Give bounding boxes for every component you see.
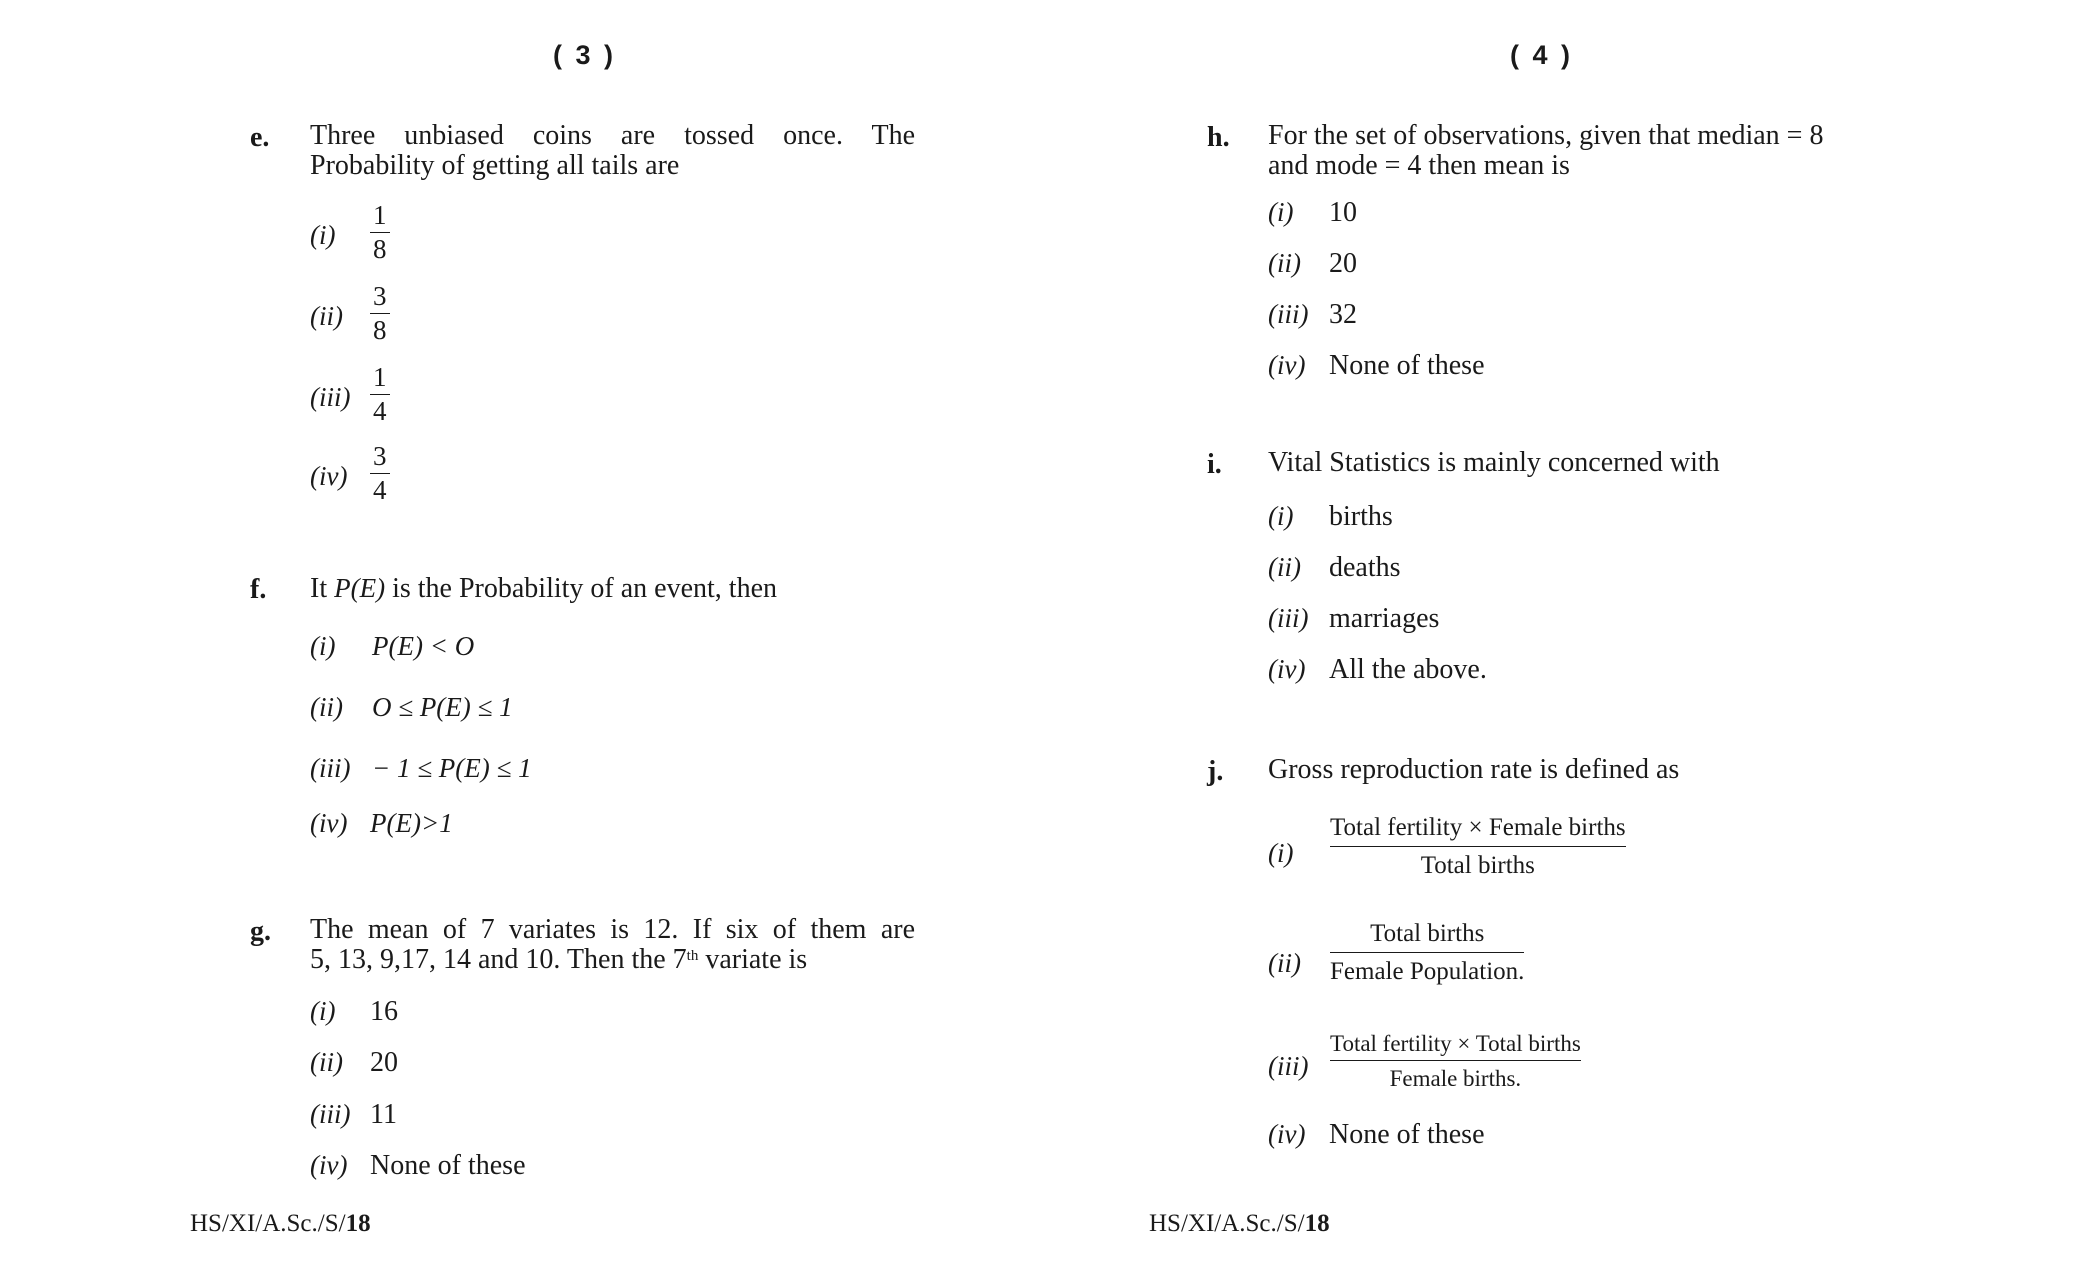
option-fraction <box>1330 814 1626 880</box>
footer-right <box>1149 1210 1330 1238</box>
option-number: (iii) <box>1268 603 1309 633</box>
option-fraction <box>1330 920 1524 986</box>
fraction-denominator: Female Population. <box>1330 958 1525 985</box>
question-text-g-line1: The mean of 7 variates is 12. If six of them are <box>310 914 915 945</box>
fraction-numerator: 1 <box>373 200 387 230</box>
question-text-j: Gross reproduction rate is defined as <box>1268 754 1680 785</box>
option-text: 32 <box>1329 299 1357 330</box>
question-text-f-math: P(E) <box>334 573 386 603</box>
footer-code: HS/XI/A.Sc./S/ <box>1149 1210 1305 1237</box>
option-text: deaths <box>1329 552 1401 583</box>
fraction-denominator: Female births. <box>1389 1066 1522 1091</box>
option-fraction <box>1330 1031 1581 1091</box>
fraction-denominator: 8 <box>373 234 387 264</box>
option-number: (iii) <box>1268 299 1309 329</box>
question-letter-j: j. <box>1207 756 1224 787</box>
option-number: (iii) <box>310 382 351 412</box>
footer-year: 18 <box>1304 1210 1330 1237</box>
option-text: 11 <box>370 1099 397 1130</box>
fraction-bar <box>370 232 390 233</box>
option-number: (iv) <box>1268 350 1306 380</box>
option-number: (iii) <box>310 1099 351 1129</box>
question-text-h <box>1268 121 1888 181</box>
option-number: (iii) <box>310 753 351 783</box>
fraction-bar <box>1330 952 1524 953</box>
fraction-numerator: Total fertility × Total births <box>1330 1031 1581 1056</box>
fraction-numerator: 3 <box>373 281 387 311</box>
option-expression: P(E)>1 <box>370 808 453 838</box>
option-number: (i) <box>310 220 336 250</box>
question-text-g-line2-prefix: 5, 13, 9,17, 14 and 10. Then the 7 <box>310 944 687 975</box>
question-letter-g: g. <box>250 916 271 947</box>
option-text: None of these <box>1329 1119 1485 1150</box>
option-number: (i) <box>310 996 336 1026</box>
option-expression: P(E) < O <box>372 631 475 661</box>
question-letter-f: f. <box>250 574 267 605</box>
question-text-h-line2: and mode = 4 then mean is <box>1268 150 1570 181</box>
option-number: (i) <box>1268 197 1294 227</box>
fraction-denominator: 4 <box>373 475 387 505</box>
fraction-bar <box>1330 1060 1581 1061</box>
footer-code: HS/XI/A.Sc./S/ <box>190 1210 346 1237</box>
option-text: None of these <box>370 1150 526 1181</box>
superscript: th <box>686 948 699 964</box>
option-text: births <box>1329 501 1393 532</box>
option-expression: O ≤ P(E) ≤ 1 <box>372 692 513 722</box>
page-number-right: ( 4 ) <box>1510 40 1574 70</box>
question-letter-e: e. <box>250 122 270 153</box>
option-text: All the above. <box>1329 654 1487 685</box>
option-text: 20 <box>370 1047 398 1078</box>
option-number: (i) <box>1268 501 1294 531</box>
fraction-numerator: 3 <box>373 441 387 471</box>
option-text: None of these <box>1329 350 1485 381</box>
fraction-bar <box>370 313 390 314</box>
question-text-e-line1: Three unbiased coins are tossed once. The <box>310 120 915 151</box>
question-text-g-line2-suffix: variate is <box>698 944 808 975</box>
option-number: (ii) <box>1268 948 1301 978</box>
option-number: (iv) <box>1268 1119 1306 1149</box>
question-text-f <box>310 573 930 604</box>
question-text-h-line1: For the set of observations, given that median = 8 <box>1268 120 1824 151</box>
option-text: 20 <box>1329 248 1357 279</box>
option-number: (ii) <box>310 301 343 331</box>
question-text-g <box>310 915 915 975</box>
question-letter-i: i. <box>1207 449 1222 480</box>
option-number: (i) <box>1268 838 1294 868</box>
option-number: (ii) <box>310 692 343 722</box>
option-number: (ii) <box>1268 552 1301 582</box>
option-number: (iv) <box>310 461 348 491</box>
option-expression: − 1 ≤ P(E) ≤ 1 <box>372 753 532 783</box>
option-number: (iii) <box>1268 1051 1309 1081</box>
question-letter-h: h. <box>1207 122 1230 153</box>
option-text: marriages <box>1329 603 1440 634</box>
question-text-f-prefix: It <box>310 573 335 604</box>
option-fraction <box>370 201 390 263</box>
fraction-denominator: Total births <box>1420 852 1535 879</box>
option-fraction <box>370 282 390 344</box>
option-number: (i) <box>310 631 336 661</box>
question-text-e-line2: Probability of getting all tails are <box>310 150 680 181</box>
option-number: (ii) <box>1268 248 1301 278</box>
option-number: (ii) <box>310 1047 343 1077</box>
option-number: (iv) <box>1268 654 1306 684</box>
fraction-denominator: 4 <box>373 396 387 426</box>
fraction-bar <box>370 394 390 395</box>
option-text: 16 <box>370 996 398 1027</box>
fraction-numerator: 1 <box>373 362 387 392</box>
question-text-e <box>310 121 915 181</box>
option-text: 10 <box>1329 197 1357 228</box>
question-text-i: Vital Statistics is mainly concerned with <box>1268 447 1720 478</box>
option-fraction <box>370 442 390 504</box>
option-number: (iv) <box>310 1150 348 1180</box>
fraction-numerator: Total births <box>1370 920 1485 947</box>
fraction-bar <box>1330 846 1626 847</box>
footer-left <box>190 1210 371 1238</box>
fraction-denominator: 8 <box>373 315 387 345</box>
question-text-g-line2 <box>310 944 807 975</box>
fraction-numerator: Total fertility × Female births <box>1330 814 1626 841</box>
option-number: (iv) <box>310 808 348 838</box>
fraction-bar <box>370 473 390 474</box>
page-number-left: ( 3 ) <box>553 40 617 70</box>
question-text-f-suffix: is the Probability of an event, then <box>385 573 777 604</box>
footer-year: 18 <box>345 1210 371 1237</box>
option-fraction <box>370 363 390 425</box>
